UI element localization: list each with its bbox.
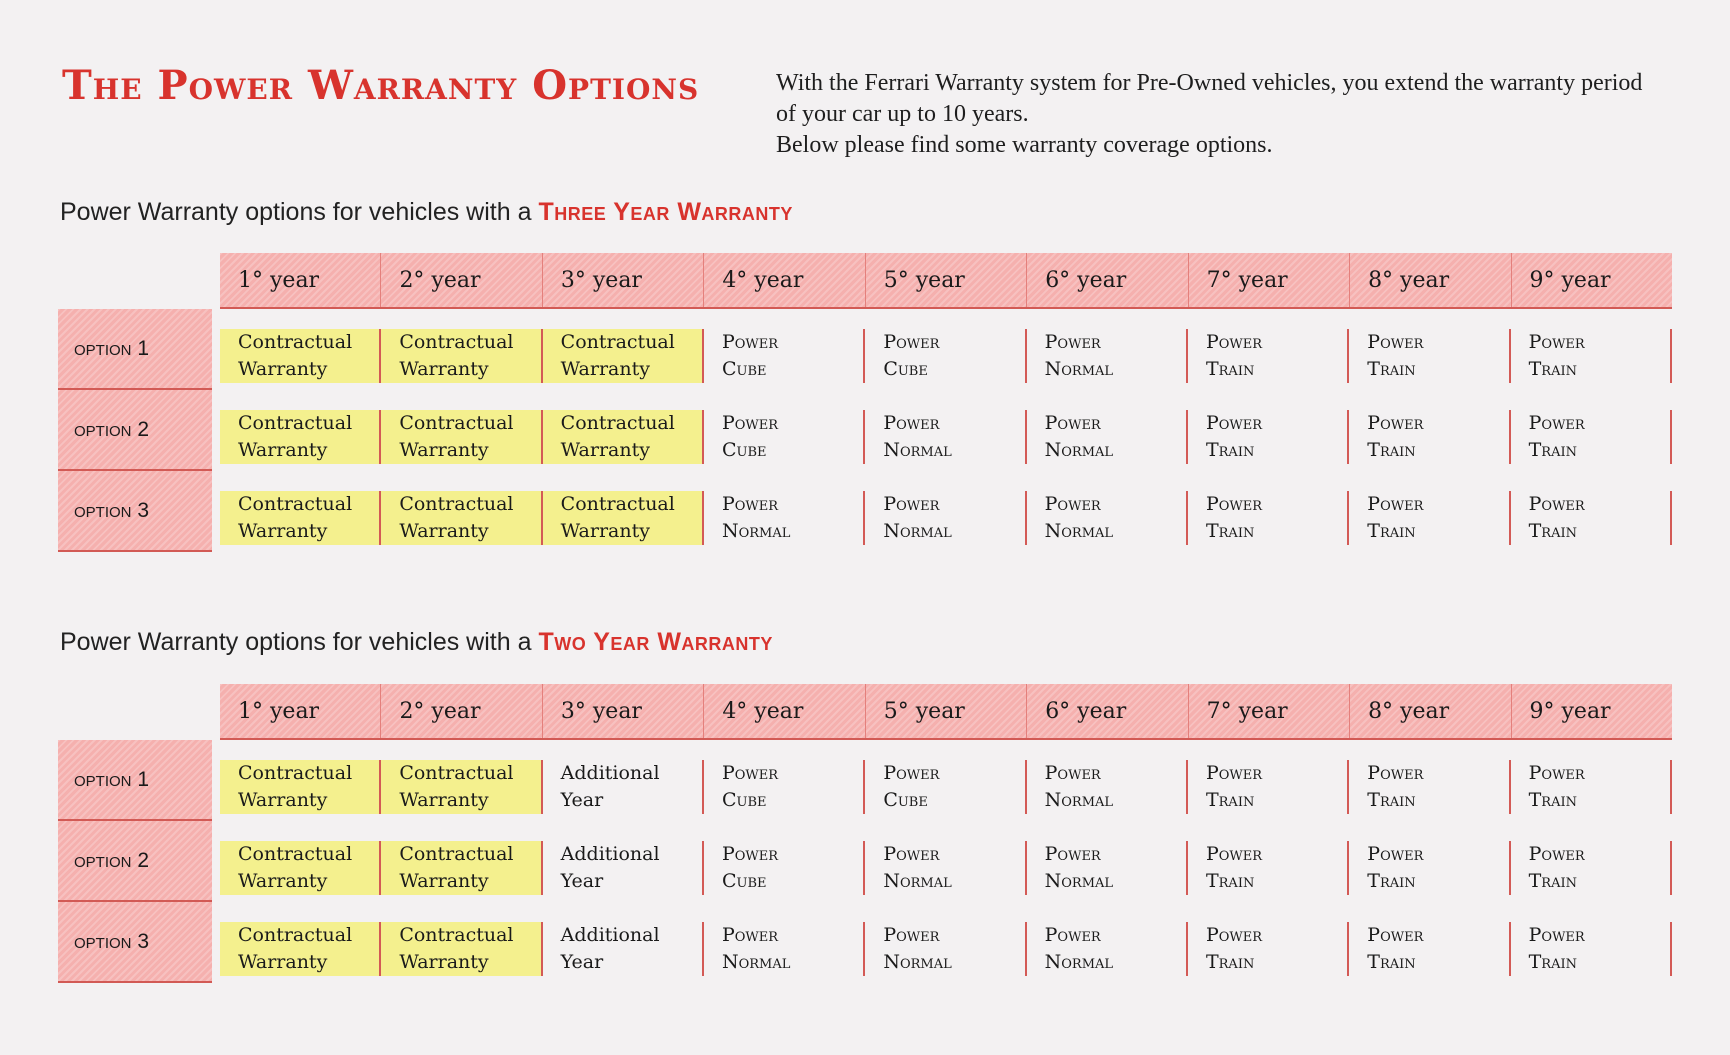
coverage-cell xyxy=(381,922,542,976)
coverage-line-1: Additional xyxy=(560,843,660,865)
coverage-cell xyxy=(1349,410,1510,464)
coverage-line-1: Contractual xyxy=(238,762,353,784)
coverage-line-2: Warranty xyxy=(238,520,328,542)
coverage-line-2: Normal xyxy=(1044,358,1114,380)
coverage-line-1: Power xyxy=(1044,762,1101,784)
coverage-line-2: Train xyxy=(1367,789,1416,811)
coverage-line-2: Train xyxy=(1367,870,1416,892)
coverage-cell xyxy=(1188,410,1349,464)
coverage-line-1: Power xyxy=(721,331,779,353)
coverage-cell xyxy=(1027,329,1188,383)
section-heading-three-year xyxy=(60,198,793,227)
coverage-line-1: Power xyxy=(1367,331,1424,353)
year-header-6: 6° year xyxy=(1026,684,1187,738)
coverage-line-2: Warranty xyxy=(399,520,489,542)
option-row-2 xyxy=(58,390,1672,471)
coverage-line-1: Power xyxy=(1528,762,1585,784)
coverage-line-1: Power xyxy=(1528,924,1585,946)
option-label: option 1 xyxy=(58,309,212,390)
coverage-line-1: Contractual xyxy=(238,924,353,946)
coverage-line-1: Contractual xyxy=(399,843,514,865)
coverage-cell xyxy=(220,329,381,383)
year-header-4: 4° year xyxy=(703,253,864,307)
coverage-line-1: Power xyxy=(721,762,779,784)
coverage-cell xyxy=(1188,329,1349,383)
coverage-line-2: Normal xyxy=(883,439,952,461)
coverage-line-2: Train xyxy=(1205,789,1255,811)
section-heading-accent: Three Year Warranty xyxy=(538,198,793,226)
year-header-row xyxy=(220,253,1672,309)
intro-line-2: Below please find some warranty coverage options. xyxy=(776,132,1273,158)
coverage-line-2: Warranty xyxy=(399,870,489,892)
year-header-7: 7° year xyxy=(1188,684,1349,738)
coverage-cell xyxy=(865,922,1026,976)
coverage-line-2: Warranty xyxy=(399,358,489,380)
coverage-line-2: Cube xyxy=(883,789,928,811)
coverage-line-2: Year xyxy=(560,951,604,973)
coverage-line-1: Power xyxy=(1528,412,1585,434)
option-cells xyxy=(220,841,1672,895)
coverage-cell xyxy=(865,841,1026,895)
coverage-line-2: Normal xyxy=(1044,439,1114,461)
coverage-line-1: Power xyxy=(1367,412,1424,434)
coverage-cell xyxy=(220,922,381,976)
coverage-cell xyxy=(1349,760,1510,814)
coverage-cell xyxy=(220,491,381,545)
section-heading-two-year xyxy=(60,628,773,657)
coverage-line-2: Normal xyxy=(883,951,952,973)
option-cells xyxy=(220,491,1672,545)
coverage-line-2: Train xyxy=(1528,789,1577,811)
coverage-line-2: Cube xyxy=(721,439,767,461)
coverage-line-1: Contractual xyxy=(238,493,353,515)
coverage-cell xyxy=(1511,922,1672,976)
option-label: option 3 xyxy=(58,471,212,552)
coverage-line-1: Power xyxy=(721,843,779,865)
intro-text xyxy=(776,68,1656,161)
coverage-cell xyxy=(704,841,865,895)
coverage-line-1: Power xyxy=(1367,762,1424,784)
coverage-line-1: Additional xyxy=(560,762,660,784)
section-heading-accent: Two Year Warranty xyxy=(538,628,773,656)
coverage-line-2: Train xyxy=(1205,951,1255,973)
coverage-line-2: Train xyxy=(1367,520,1416,542)
coverage-line-1: Contractual xyxy=(560,493,675,515)
coverage-cell xyxy=(1188,841,1349,895)
coverage-line-1: Contractual xyxy=(238,331,353,353)
coverage-line-2: Warranty xyxy=(399,439,489,461)
coverage-line-1: Power xyxy=(1044,843,1101,865)
coverage-cell xyxy=(1349,841,1510,895)
coverage-line-1: Contractual xyxy=(399,331,514,353)
coverage-line-1: Power xyxy=(721,412,779,434)
coverage-cell xyxy=(1027,841,1188,895)
coverage-cell xyxy=(543,410,704,464)
coverage-line-1: Contractual xyxy=(238,843,353,865)
coverage-line-2: Warranty xyxy=(238,789,328,811)
option-label: option 1 xyxy=(58,740,212,821)
year-header-5: 5° year xyxy=(865,253,1026,307)
option-cells xyxy=(220,922,1672,976)
coverage-line-2: Warranty xyxy=(560,520,650,542)
coverage-cell xyxy=(1511,760,1672,814)
coverage-cell xyxy=(543,329,704,383)
coverage-line-2: Warranty xyxy=(560,358,650,380)
coverage-cell xyxy=(1511,491,1672,545)
year-header-9: 9° year xyxy=(1511,253,1672,307)
coverage-cell xyxy=(704,760,865,814)
coverage-line-2: Warranty xyxy=(560,439,650,461)
coverage-cell xyxy=(865,329,1026,383)
coverage-cell xyxy=(1349,491,1510,545)
coverage-line-2: Warranty xyxy=(238,358,328,380)
coverage-line-2: Cube xyxy=(721,358,767,380)
coverage-line-2: Warranty xyxy=(238,951,328,973)
coverage-line-2: Train xyxy=(1528,870,1577,892)
coverage-line-2: Train xyxy=(1205,870,1255,892)
coverage-line-2: Train xyxy=(1205,358,1255,380)
year-header-8: 8° year xyxy=(1349,253,1510,307)
year-header-1: 1° year xyxy=(238,267,320,293)
coverage-line-1: Contractual xyxy=(560,331,675,353)
coverage-line-1: Contractual xyxy=(399,924,514,946)
coverage-line-1: Power xyxy=(883,843,940,865)
coverage-line-1: Additional xyxy=(560,924,660,946)
coverage-cell xyxy=(381,491,542,545)
coverage-line-2: Normal xyxy=(883,520,952,542)
coverage-line-2: Cube xyxy=(721,870,767,892)
coverage-line-2: Normal xyxy=(883,870,952,892)
option-cells xyxy=(220,410,1672,464)
option-cells xyxy=(220,329,1672,383)
option-label: option 2 xyxy=(58,390,212,471)
coverage-line-1: Power xyxy=(1205,331,1263,353)
coverage-cell xyxy=(1027,491,1188,545)
coverage-cell xyxy=(543,491,704,545)
coverage-line-2: Train xyxy=(1367,951,1416,973)
coverage-cell xyxy=(1511,329,1672,383)
coverage-line-1: Power xyxy=(1205,924,1263,946)
coverage-line-1: Contractual xyxy=(560,412,675,434)
coverage-cell xyxy=(704,491,865,545)
year-header-2: 2° year xyxy=(380,684,541,738)
coverage-line-2: Warranty xyxy=(238,439,328,461)
coverage-cell xyxy=(1511,410,1672,464)
coverage-line-2: Train xyxy=(1528,439,1577,461)
coverage-cell xyxy=(543,841,704,895)
option-row-3 xyxy=(58,471,1672,552)
coverage-line-1: Power xyxy=(1044,924,1101,946)
coverage-line-1: Contractual xyxy=(399,412,514,434)
coverage-cell xyxy=(381,760,542,814)
coverage-line-2: Normal xyxy=(1044,520,1114,542)
coverage-line-1: Power xyxy=(1044,331,1101,353)
coverage-line-2: Train xyxy=(1367,358,1416,380)
coverage-line-1: Power xyxy=(883,493,940,515)
page-title: The Power Warranty Options xyxy=(62,62,700,109)
coverage-line-1: Contractual xyxy=(238,412,353,434)
coverage-cell xyxy=(704,922,865,976)
year-header-9: 9° year xyxy=(1511,684,1672,738)
coverage-line-1: Power xyxy=(1367,493,1424,515)
coverage-line-1: Power xyxy=(883,924,940,946)
coverage-line-2: Normal xyxy=(1044,789,1114,811)
year-header-3: 3° year xyxy=(542,253,703,307)
coverage-cell xyxy=(1349,329,1510,383)
coverage-line-2: Train xyxy=(1205,520,1255,542)
coverage-cell xyxy=(1188,491,1349,545)
intro-line-1: With the Ferrari Warranty system for Pre-Owned vehicles, you extend the warranty period of your car up to 10 years. xyxy=(776,70,1643,127)
year-header-5: 5° year xyxy=(865,684,1026,738)
coverage-line-1: Power xyxy=(1205,843,1263,865)
coverage-line-1: Power xyxy=(1205,762,1263,784)
coverage-cell xyxy=(1027,922,1188,976)
coverage-line-2: Train xyxy=(1528,951,1577,973)
coverage-cell xyxy=(1188,760,1349,814)
coverage-line-2: Year xyxy=(560,870,604,892)
year-header-3: 3° year xyxy=(542,684,703,738)
coverage-cell xyxy=(1188,922,1349,976)
coverage-cell xyxy=(1349,922,1510,976)
year-header-4: 4° year xyxy=(703,684,864,738)
coverage-line-2: Cube xyxy=(721,789,767,811)
coverage-cell xyxy=(865,491,1026,545)
coverage-line-2: Warranty xyxy=(238,870,328,892)
coverage-line-2: Train xyxy=(1528,520,1577,542)
option-label: option 2 xyxy=(58,821,212,902)
coverage-line-1: Power xyxy=(1367,924,1424,946)
year-header-7: 7° year xyxy=(1188,253,1349,307)
coverage-cell xyxy=(220,760,381,814)
coverage-line-1: Power xyxy=(1205,493,1263,515)
coverage-line-2: Cube xyxy=(883,358,928,380)
coverage-cell xyxy=(865,410,1026,464)
coverage-line-1: Power xyxy=(1205,412,1263,434)
coverage-line-1: Power xyxy=(721,493,779,515)
coverage-line-1: Contractual xyxy=(399,762,514,784)
coverage-line-1: Contractual xyxy=(399,493,514,515)
year-header-2: 2° year xyxy=(380,253,541,307)
coverage-cell xyxy=(865,760,1026,814)
option-row-3 xyxy=(58,902,1672,983)
coverage-cell xyxy=(543,922,704,976)
coverage-cell xyxy=(381,410,542,464)
coverage-line-1: Power xyxy=(1044,412,1101,434)
option-row-1 xyxy=(58,740,1672,821)
coverage-cell xyxy=(1511,841,1672,895)
coverage-cell xyxy=(704,329,865,383)
coverage-line-2: Train xyxy=(1528,358,1577,380)
coverage-cell xyxy=(220,410,381,464)
coverage-line-1: Power xyxy=(883,331,940,353)
coverage-cell xyxy=(543,760,704,814)
coverage-line-2: Train xyxy=(1205,439,1255,461)
option-row-2 xyxy=(58,821,1672,902)
coverage-line-2: Warranty xyxy=(399,951,489,973)
coverage-line-1: Power xyxy=(721,924,779,946)
coverage-cell xyxy=(381,841,542,895)
coverage-line-2: Normal xyxy=(721,520,791,542)
coverage-cell xyxy=(220,841,381,895)
year-header-6: 6° year xyxy=(1026,253,1187,307)
section-heading-prefix: Power Warranty options for vehicles with a xyxy=(60,198,532,226)
coverage-line-2: Normal xyxy=(1044,870,1114,892)
option-label: option 3 xyxy=(58,902,212,983)
year-header-8: 8° year xyxy=(1349,684,1510,738)
coverage-line-1: Power xyxy=(1528,843,1585,865)
coverage-line-1: Power xyxy=(1367,843,1424,865)
coverage-cell xyxy=(1027,410,1188,464)
coverage-cell xyxy=(1027,760,1188,814)
coverage-line-2: Year xyxy=(560,789,604,811)
coverage-line-1: Power xyxy=(1528,331,1585,353)
coverage-line-2: Train xyxy=(1367,439,1416,461)
option-row-1 xyxy=(58,309,1672,390)
year-header-row xyxy=(220,684,1672,740)
coverage-line-1: Power xyxy=(1528,493,1585,515)
section-heading-prefix: Power Warranty options for vehicles with a xyxy=(60,628,532,656)
coverage-cell xyxy=(704,410,865,464)
coverage-line-2: Normal xyxy=(721,951,791,973)
coverage-line-1: Power xyxy=(1044,493,1101,515)
coverage-line-2: Warranty xyxy=(399,789,489,811)
coverage-line-2: Normal xyxy=(1044,951,1114,973)
coverage-line-1: Power xyxy=(883,412,940,434)
option-cells xyxy=(220,760,1672,814)
year-header-1: 1° year xyxy=(238,698,320,724)
coverage-line-1: Power xyxy=(883,762,940,784)
coverage-cell xyxy=(381,329,542,383)
